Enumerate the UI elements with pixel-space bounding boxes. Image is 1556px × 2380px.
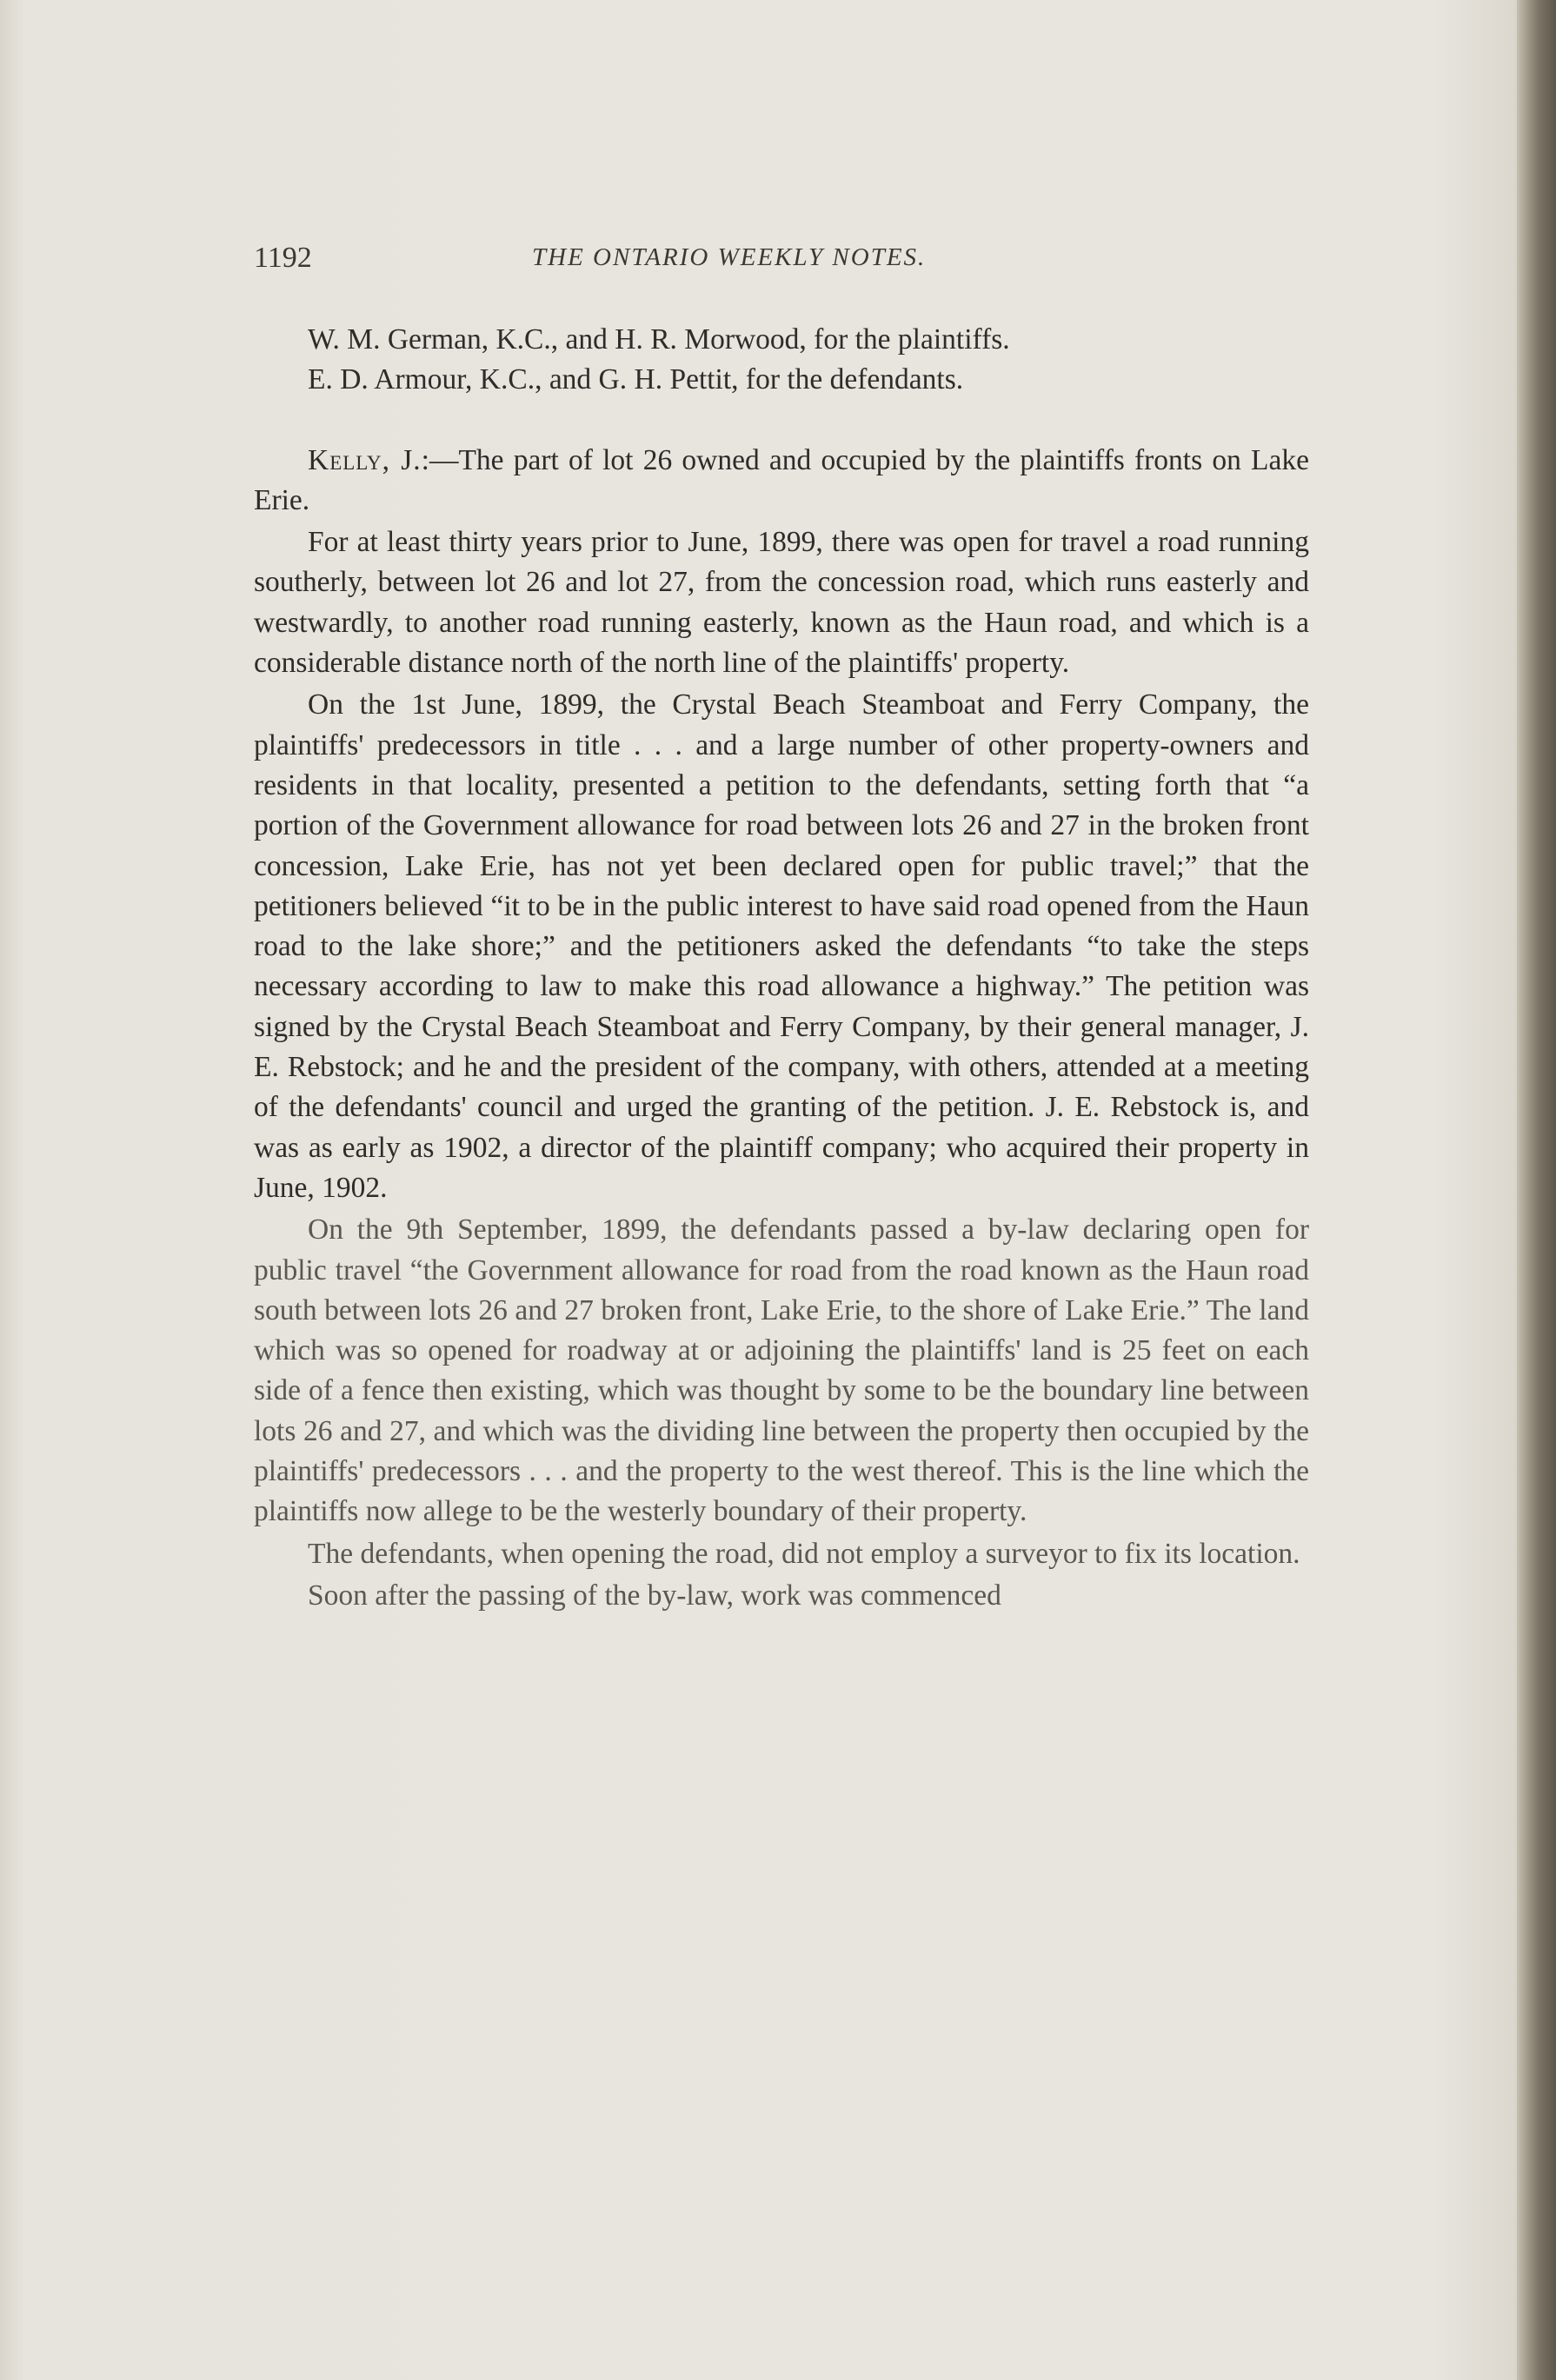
counsel-defendants: E. D. Armour, K.C., and G. H. Pettit, for the defendants. (308, 363, 964, 396)
paragraph-petition: On the 1st June, 1899, the Crystal Beach Steamboat and Ferry Company, the plaintiffs' predecessors in title . . . and a large number of other property-owners and residents in that locality, presented a petition to the defendants, setting forth that “a portion of the Government allowance for road between lots 26 and 27 in the broken front concession, Lake Erie, has not yet been declared open for public travel;” that the petitioners believed “it to be in the public interest to have said road opened from the Haun road to the lake shore;” and the petitioners asked the defendants “to take the steps necessary according to law to make this road allowance a highway.” The petition was signed by the Crystal Beach Steamboat and Ferry Company, by their general manager, J. E. Rebstock; and he and the president of the company, with others, attended at a meeting of the defendants' council and urged the granting of the petition. J. E. Rebstock is, and was as early as 1902, a director of the plaintiff company; who acquired their property in June, 1902. (254, 688, 1309, 1204)
paragraph-road-history: For at least thirty years prior to June, 1899, there was open for travel a road running southerly, between lot 26 and lot 27, from the concession road, which runs easterly and westwardly, to another road running easterly, known as the Haun road, and which is a considerable distance north of the north line of the plaintiffs' property. (254, 526, 1309, 680)
running-title: THE ONTARIO WEEKLY NOTES. (532, 243, 927, 271)
counsel-plaintiffs: W. M. German, K.C., and H. R. Morwood, for the plaintiffs. (308, 323, 1010, 356)
page-header (254, 242, 1306, 283)
judgment-opening-text: :—The part of lot 26 owned and occupied by the plaintiffs fronts on Lake Erie. (254, 443, 1309, 516)
paragraph-surveyor: The defendants, when opening the road, did not employ a surveyor to fix its location. (308, 1537, 1300, 1570)
judge-name: Kelly, J. (308, 443, 422, 476)
page-number: 1192 (254, 242, 312, 274)
judgment-opening (254, 441, 1309, 522)
counsel-listing (254, 320, 1309, 401)
page-binding-edge (1517, 0, 1556, 2380)
paragraph-work-commenced: Soon after the passing of the by-law, work was commenced (308, 1579, 1001, 1612)
paragraph-by-law: On the 9th September, 1899, the defendants passed a by-law declaring open for public travel “the Government allowance for road from the road known as the Haun road south between lots 26 and 27 broken front, Lake Erie, to the shore of Lake Erie.” The land which was so opened for roadway at or adjoining the plaintiffs' land is 25 feet on each side of a fence then existing, which was thought by some to be the boundary line between lots 26 and 27, and which was the dividing line between the property then occupied by the plaintiffs' predecessors . . . and the property to the west thereof. This is the line which the plaintiffs now allege to be the westerly boundary of their property. (254, 1213, 1309, 1528)
body-text (254, 320, 1309, 1618)
